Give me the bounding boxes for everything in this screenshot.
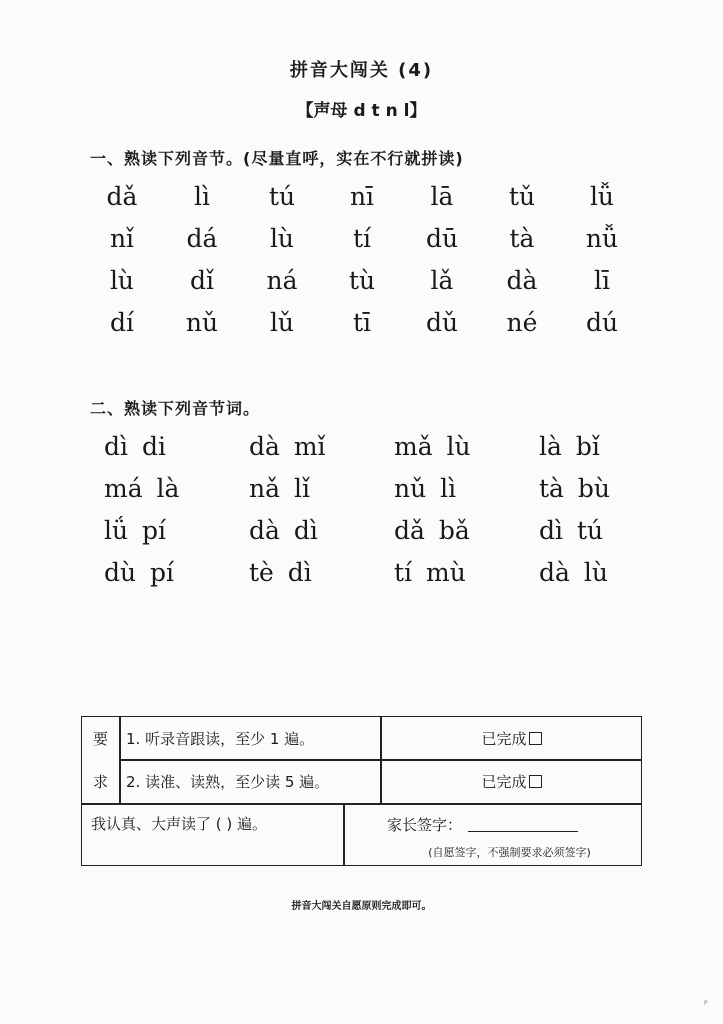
parent-sign-label: 家长签字： [387, 815, 463, 834]
syllable: dǐ [190, 266, 214, 295]
requirement-1-status [382, 717, 641, 760]
completed-checkbox[interactable] [529, 732, 542, 745]
syllable: ná [266, 266, 298, 295]
syllable: lā [430, 182, 454, 211]
syllable: dí [110, 308, 134, 337]
pinyin-word: dà dì [249, 516, 318, 545]
pinyin-word: dà mǐ [249, 432, 326, 461]
section-2-heading: 二、熟读下列音节词。 [90, 399, 261, 418]
syllable: dá [186, 224, 218, 253]
syllable: dǔ [425, 308, 459, 337]
pinyin-word: tí mù [394, 558, 466, 587]
syllable: lì [194, 182, 210, 211]
pinyin-word: dǎ bǎ [394, 516, 470, 545]
page-title: 拼音大闯关 (4) [289, 60, 434, 81]
syllable: lù [269, 224, 295, 253]
pinyin-word: dù pí [104, 558, 175, 587]
section-1-heading: 一、熟读下列音节。(尽量直呼，实在不行就拼读) [90, 149, 464, 168]
syllable: dà [506, 266, 538, 295]
syllable: nǔ [185, 308, 219, 337]
word-grid [88, 426, 648, 594]
requirement-1-status-label: 已完成 [481, 730, 527, 748]
syllable: tú [268, 182, 296, 211]
requirement-1-text: 1. 听录音跟读，至少 1 遍。 [126, 730, 315, 748]
requirement-2-status-label: 已完成 [481, 773, 527, 791]
syllable: dú [585, 308, 619, 337]
pinyin-word: nǎ lǐ [249, 474, 310, 503]
syllable: lī [594, 266, 610, 295]
syllable: dū [425, 224, 459, 253]
pinyin-word: là bǐ [539, 432, 600, 461]
pinyin-word: má là [104, 474, 180, 503]
pinyin-word: tè dì [249, 558, 312, 587]
syllable: nǐ [109, 224, 135, 253]
pinyin-word: mǎ lù [394, 432, 471, 461]
syllable: tǔ [508, 182, 536, 211]
pinyin-word: nǔ lì [394, 474, 457, 503]
footer-note: 拼音大闯关自愿原则完成即可。 [291, 901, 432, 912]
syllable: tī [352, 308, 372, 337]
requirement-2-status [382, 760, 641, 803]
pinyin-word: lǘ pí [104, 516, 167, 545]
syllable: né [506, 308, 538, 337]
requirements-label-bottom: 求 [92, 773, 108, 791]
completed-checkbox[interactable] [529, 775, 542, 788]
page-subtitle: 【声母 d t n l】 [296, 101, 427, 121]
requirements-label-top: 要 [92, 730, 108, 748]
pinyin-word: dì di [104, 432, 166, 461]
syllable: nǚ [585, 224, 619, 253]
requirements-table [81, 716, 642, 866]
parent-sign-note: (自愿签字，不强制要求必须签字) [428, 846, 591, 859]
signature-line[interactable] [468, 817, 578, 832]
syllable: lǚ [589, 182, 615, 211]
syllable: lǔ [269, 308, 295, 337]
corner-mark: P [704, 1000, 708, 1007]
pinyin-word: dì tú [539, 516, 604, 545]
pinyin-word: dà lù [539, 558, 608, 587]
syllable-grid [82, 176, 642, 344]
read-count-text: 我认真、大声读了 ( ) 遍。 [91, 814, 268, 833]
syllable: nī [349, 182, 375, 211]
syllable: tí [352, 224, 372, 253]
syllable: tù [348, 266, 376, 295]
syllable: tà [509, 224, 535, 253]
requirement-2-text: 2. 读准、读熟，至少读 5 遍。 [126, 773, 330, 791]
syllable: lǎ [430, 266, 454, 295]
syllable: lù [109, 266, 135, 295]
pinyin-word: tà bù [539, 474, 611, 503]
parent-signature [387, 809, 637, 839]
syllable: dǎ [106, 182, 138, 211]
